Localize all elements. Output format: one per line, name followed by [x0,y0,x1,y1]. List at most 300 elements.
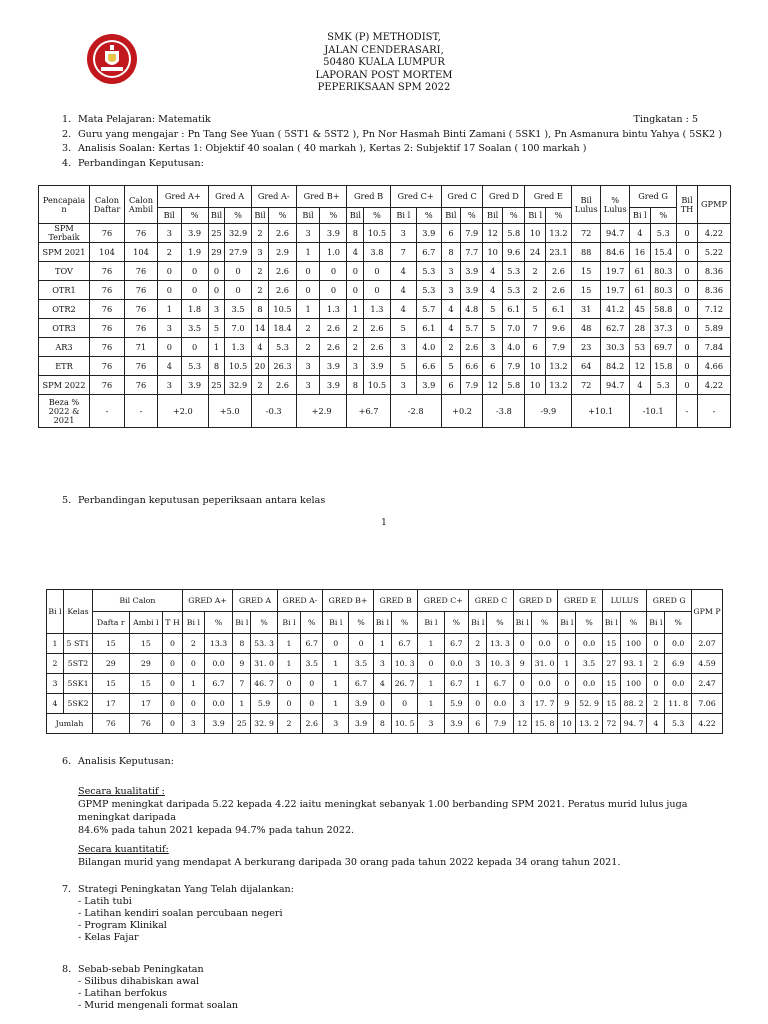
qualitative-title: Secara kualitatif : [78,786,165,797]
table-cell: 27.9 [225,243,251,262]
table-cell: 6.7 [391,634,417,654]
table-cell: 0 [296,262,320,281]
header-cell: % Lulus [601,186,630,224]
info-item: 2. Guru yang mengajar : Pn Tang See Yuan ( 5ST1 & 5ST2 ), Pn Nor Hasmah Binti Zamani ( 5SK1 ), Pn Asmanura bintu Yahya ( 5SK2 ) [62,128,722,140]
table-cell: 29 [208,243,225,262]
table-cell: 26.3 [269,357,296,376]
table-cell: -3.8 [483,395,525,428]
header-cell: GRED E [558,590,603,612]
table-row [47,634,723,654]
table-cell: 5.7 [461,319,483,338]
table-cell: 0.0 [576,674,602,694]
table-cell: 0 [677,281,698,300]
header-cell: % [349,612,374,634]
table-cell: 0 [677,262,698,281]
header-cell: Gred G [630,186,677,208]
header-cell: % [444,612,469,634]
table-cell: 3.9 [320,357,347,376]
table-cell: 0 [347,262,364,281]
table-cell: 6.6 [416,357,441,376]
table-cell: 3 [373,654,391,674]
table-cell: 0 [677,224,698,243]
table-cell: 4 [390,262,416,281]
info-item: 1. Mata Pelajaran: Matematik Tingkatan : 5 [62,113,712,128]
table-cell: 2.6 [364,319,390,338]
header-cell: Bi l [602,612,620,634]
table-row [39,357,731,376]
table-cell: 0 [677,243,698,262]
table-cell: 72 [602,714,620,734]
table-cell: 10.5 [364,224,390,243]
table-cell: 61 [630,262,650,281]
table-cell: 15 [93,674,130,694]
difference-row [39,395,731,428]
table-cell: 4.22 [698,376,731,395]
table-cell: OTR1 [39,281,90,300]
table-cell: 3 [158,224,182,243]
table-cell: 3 [158,376,182,395]
table-cell: 4.66 [698,357,731,376]
table-cell: 7.7 [461,243,483,262]
table-cell: 15 [129,674,163,694]
table-cell: 29 [93,654,130,674]
table-cell: 10 [525,357,545,376]
table-cell: 4 [630,376,650,395]
table-row [39,262,731,281]
table-cell: 32.9 [225,224,251,243]
table-cell: 2 [347,338,364,357]
table-cell: 0 [301,694,323,714]
table-cell: 94.7 [601,376,630,395]
table-cell: 5.3 [650,224,676,243]
table-cell: -10.1 [630,395,677,428]
table-cell: 3 [390,224,416,243]
table-cell: +0.2 [441,395,483,428]
table-cell: 5.3 [650,376,676,395]
header-cell: % [204,612,232,634]
table-cell: 0 [677,376,698,395]
table-cell: 6 [469,714,487,734]
table-cell: 71 [125,338,158,357]
table-cell: 9 [233,654,251,674]
table-cell: 0 [277,694,300,714]
table-row [47,694,723,714]
table-cell: 4 [158,357,182,376]
table-cell: 9 [558,694,576,714]
table-cell: 76 [125,300,158,319]
table-cell: 2.6 [320,338,347,357]
table-cell: 13.2 [545,357,571,376]
quantitative-title: Secara kuantitatif: [78,844,169,855]
table-cell: 0 [347,281,364,300]
table-cell: 3.5 [576,654,602,674]
table-cell: 0 [558,674,576,694]
table-cell: 72 [572,376,601,395]
header-cell: GPMP [698,186,731,224]
table-cell: 3.9 [181,224,208,243]
header-cell: Bi l [182,612,204,634]
table-cell: 0 [163,654,183,674]
table-cell: +2.0 [158,395,209,428]
table-cell: 2.6 [269,376,296,395]
table-cell: 0 [391,694,417,714]
table-cell: 5 ST1 [64,634,93,654]
table-cell: 1 [182,674,204,694]
table-cell: 3.9 [416,224,441,243]
table-cell: 2 [347,319,364,338]
table-cell: 8.36 [698,262,731,281]
table-cell: 3 [296,357,320,376]
table-cell: 11. 8 [665,694,692,714]
header-cell: Bi l [469,612,487,634]
table-cell: 3 [208,300,225,319]
header-cell: Bi l [233,612,251,634]
table-cell: 7 [233,674,251,694]
table-cell: 4 [251,338,269,357]
table-cell: 3 [296,376,320,395]
header-cell: % [251,612,277,634]
table-cell: 2 [441,338,460,357]
table-cell: 3 [418,714,444,734]
school-street: JALAN CENDERASARI, [324,44,444,56]
header-cell: % [545,208,571,224]
reason-item: - Silibus dihabiskan awal [78,976,200,987]
table-cell: 3.5 [181,319,208,338]
table-cell: 76 [125,357,158,376]
table-cell: 28 [630,319,650,338]
header-cell: GRED A [233,590,278,612]
table-cell: 3 [483,338,503,357]
table-cell: 0 [163,634,183,654]
header-cell: GRED B+ [323,590,374,612]
table-cell: 3.9 [364,357,390,376]
table-cell: 10 [525,376,545,395]
table-cell: 3 [182,714,204,734]
table-cell: 3.5 [349,654,374,674]
table-cell: 2 [296,319,320,338]
header-cell: Bil [251,208,269,224]
table-cell: 62.7 [601,319,630,338]
table-cell: 41.2 [601,300,630,319]
table-cell: 6.7 [301,634,323,654]
header-cell: % [620,612,646,634]
table-cell: 17. 7 [531,694,557,714]
table-cell: 76 [90,224,125,243]
table-cell: 0 [513,634,531,654]
table-cell: 19.7 [601,281,630,300]
table-cell: 6.1 [502,300,524,319]
table-cell: 31. 0 [531,654,557,674]
analysis-quantitative [78,843,728,869]
table-cell: 8 [373,714,391,734]
table-cell: 2 [251,376,269,395]
table-cell: 15 [602,634,620,654]
table-cell: 1 [277,654,300,674]
table-cell: 6 [525,338,545,357]
header-cell: GRED D [513,590,558,612]
header-cell: Bi l [513,612,531,634]
table-cell: 0 [677,300,698,319]
table-cell: 48 [572,319,601,338]
form-level: Tingkatan : 5 [633,114,698,125]
section-5-heading: 5. Perbandingan keputusan peperiksaan antara kelas [62,495,326,506]
table-cell: AR3 [39,338,90,357]
table-cell: 10 [558,714,576,734]
header-cell: % [391,612,417,634]
table-cell: 4 [630,224,650,243]
table-cell: OTR3 [39,319,90,338]
table-cell: 0.0 [444,654,469,674]
table-cell: 4 [373,674,391,694]
report-subtitle: PEPERIKSAAN SPM 2022 [317,82,451,93]
table-cell: 76 [125,281,158,300]
table-cell: 4.8 [461,300,483,319]
table-cell: 5.3 [269,338,296,357]
header-cell: Bi l [277,612,300,634]
header-cell: Gred A+ [158,186,209,208]
table-cell: 0 [225,262,251,281]
table-cell: 0 [558,634,576,654]
header-cell: Kelas [64,590,93,634]
table-cell: 2 [251,262,269,281]
table-cell: 10.5 [225,357,251,376]
table-cell: 15.4 [650,243,676,262]
table-cell: 1.3 [320,300,347,319]
table-cell: 5.3 [502,281,524,300]
quantitative-text: Bilangan murid yang mendapat A berkurang daripada 30 orang pada tahun 2022 kepada 34 orang tahun 2021. [78,857,621,868]
table-cell: 93. 1 [620,654,646,674]
section-6-heading: 6. Analisis Keputusan: [62,756,174,767]
table-cell: 3 [251,243,269,262]
table-cell: 10. 3 [487,654,513,674]
header-cell: Bi l [390,208,416,224]
table-cell: 3.5 [301,654,323,674]
table-cell: 2.6 [545,281,571,300]
table-cell: ETR [39,357,90,376]
table-cell: 5.89 [698,319,731,338]
table-cell: 0 [301,674,323,694]
table-cell: 23 [572,338,601,357]
table-cell: 12 [483,376,503,395]
table-cell: 2.6 [461,338,483,357]
table-cell: TOV [39,262,90,281]
table-cell: 23.1 [545,243,571,262]
table-cell: SPM Terbaik [39,224,90,243]
header-row [39,186,731,208]
table-cell: 6 [441,224,460,243]
table-cell: 3.9 [349,714,374,734]
table-cell: 5SK2 [64,694,93,714]
table-cell: 15. 8 [531,714,557,734]
table-cell: 31. 0 [251,654,277,674]
table-cell: 6.1 [545,300,571,319]
table-cell: 0 [158,338,182,357]
strategy-item: - Kelas Fajar [78,932,139,943]
table-cell: 13.2 [545,376,571,395]
table-cell: 7.9 [461,376,483,395]
table-cell: 10.5 [269,300,296,319]
reason-item: - Latihan berfokus [78,988,168,999]
table-cell: 1.9 [181,243,208,262]
table-cell: 5 [525,300,545,319]
table-cell: 1 [373,634,391,654]
table-cell: 3.9 [461,281,483,300]
table-row [39,281,731,300]
school-city: 50480 KUALA LUMPUR [323,57,445,68]
table-cell: 2.47 [692,674,723,694]
header-cell: % [487,612,513,634]
table-cell: 15 [572,281,601,300]
table-cell: 0 [163,694,183,714]
header-cell: Bil [483,208,503,224]
table-cell: 13.2 [545,224,571,243]
table-cell: 3 [441,262,460,281]
table-cell: 0 [320,281,347,300]
table-cell: 13. 2 [576,714,602,734]
table-cell: 0 [364,281,390,300]
table-cell: 30.3 [601,338,630,357]
table-cell: 3.9 [320,376,347,395]
table-cell: 6.7 [416,243,441,262]
table-cell: 2.6 [545,262,571,281]
table-cell: 76 [90,357,125,376]
header-cell: Gred B [347,186,390,208]
strategy-item: - Latihan kendiri soalan percubaan negeri [78,908,283,919]
table-cell: 5 [208,319,225,338]
table-cell: 6.7 [487,674,513,694]
table-cell: 3 [469,654,487,674]
table-cell: 0 [208,262,225,281]
table-cell: 72 [572,224,601,243]
table-cell: 32. 9 [251,714,277,734]
table-cell: 2.07 [692,634,723,654]
table-cell: 5 [390,319,416,338]
table-cell: 5.8 [502,376,524,395]
table-cell: 4.22 [698,224,731,243]
header-cell: Gred C+ [390,186,441,208]
header-cell: Bi l [373,612,391,634]
table-cell: 0 [373,694,391,714]
table-cell: -0.3 [251,395,296,428]
qualitative-line: GPMP meningkat daripada 5.22 kepada 4.22 iaitu meningkat sebanyak 1.00 berbanding SPM 2021. Peratus murid lulus juga meningkat daripada [78,799,688,823]
table-cell: 15 [93,634,130,654]
header-cell: GPM P [692,590,723,634]
table-cell: 12 [513,714,531,734]
table-cell: 1 [233,694,251,714]
table-cell: 9 [513,654,531,674]
table-cell: 76 [90,281,125,300]
table-cell: 0.0 [665,634,692,654]
table-cell: 3 [390,376,416,395]
table-cell: 0 [277,674,300,694]
table-cell: 2 [525,262,545,281]
table-cell: 2.6 [269,262,296,281]
table-cell: 7 [390,243,416,262]
report-title: LAPORAN POST MORTEM [315,69,453,81]
table-cell: 3 [47,674,64,694]
table-cell: 24 [525,243,545,262]
header-cell: LULUS [602,590,647,612]
table-cell: 0 [647,634,665,654]
table-cell: 80.3 [650,281,676,300]
table-cell: 4 [441,300,460,319]
table-cell: 6 [441,376,460,395]
table-cell: 1 [208,338,225,357]
table-cell: 1 [323,694,349,714]
table-cell: 6.7 [204,674,232,694]
table-cell: 100 [620,634,646,654]
document-header [0,32,768,95]
header-cell: GRED C [469,590,514,612]
table-cell: OTR2 [39,300,90,319]
table-cell: 58.8 [650,300,676,319]
table-cell: - [677,395,698,428]
table-cell: 5.22 [698,243,731,262]
header-cell: GRED C+ [418,590,469,612]
table-cell: 16 [630,243,650,262]
table-cell: Jumlah [47,714,93,734]
table-cell: 76 [93,714,130,734]
table-cell: 19.7 [601,262,630,281]
table-cell: 5 [483,319,503,338]
header-cell: Gred D [483,186,525,208]
table-row [39,376,731,395]
table-cell: 5.3 [502,262,524,281]
table-cell: 5.3 [416,262,441,281]
table-cell: 0 [163,714,183,734]
header-cell: Bi l [323,612,349,634]
table-cell: 4 [390,300,416,319]
info-list [62,113,722,171]
table-cell: 0 [158,262,182,281]
table-cell: 17 [93,694,130,714]
table-cell: 4.0 [416,338,441,357]
total-row [47,714,723,734]
table-cell: 2 [158,243,182,262]
table-cell: 10. 3 [391,654,417,674]
header-cell: GRED G [647,590,692,612]
table-cell: 9.6 [502,243,524,262]
header-cell: % [416,208,441,224]
header-cell: Bi l [630,208,650,224]
table-cell: 5.7 [416,300,441,319]
header-cell: Bil [158,208,182,224]
table-cell: 4 [647,714,665,734]
table-cell: 7.9 [461,224,483,243]
header-cell: % [461,208,483,224]
table-cell: 2 [469,634,487,654]
table-cell: 3 [296,224,320,243]
table-cell: 76 [90,376,125,395]
header-cell: Gred C [441,186,483,208]
comparison-table [38,185,731,428]
table-cell: 1.3 [225,338,251,357]
table-cell: 76 [90,300,125,319]
table-cell: 0 [163,674,183,694]
class-comparison-table [46,589,723,734]
table-cell: 0 [469,694,487,714]
table-cell: 45 [630,300,650,319]
table-cell: 20 [251,357,269,376]
table-cell: 26. 7 [391,674,417,694]
table-cell: 0.0 [665,674,692,694]
table-cell: 88 [572,243,601,262]
table-cell: - [90,395,125,428]
header-cell: Gred A- [251,186,296,208]
table-cell: 0.0 [531,674,557,694]
table-cell: 1 [323,674,349,694]
table-cell: 84.2 [601,357,630,376]
